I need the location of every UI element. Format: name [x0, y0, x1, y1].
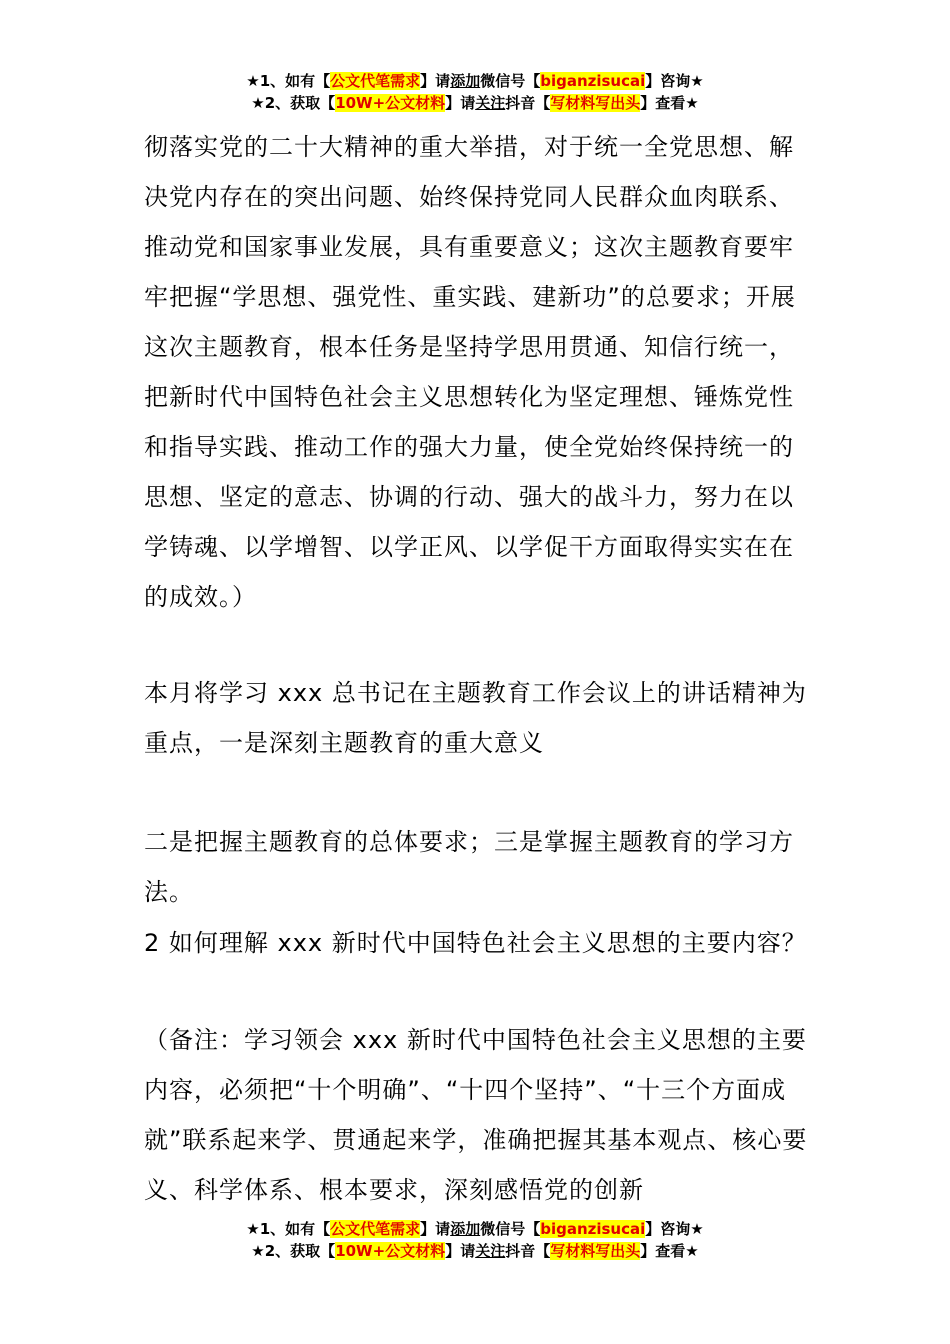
promo-line-2: ★2、获取【10W+公文材料】请关注抖音【写材料写出头】查看★: [251, 1242, 699, 1260]
promo-line-2: ★2、获取【10W+公文材料】请关注抖音【写材料写出头】查看★: [251, 94, 699, 112]
paragraph-block-2: [144, 668, 808, 768]
promo-line-1: ★1、如有【公文代笔需求】请添加微信号【biganzisucai】咨询★: [246, 72, 704, 90]
highlight-service: 公文代笔需求: [330, 72, 421, 90]
question-heading-2: 2 如何理解 xxx 新时代中国特色社会主义思想的主要内容？: [144, 929, 807, 957]
header-promo-banner: [0, 70, 950, 114]
highlight-wechat-id: biganzisucai: [540, 1220, 646, 1238]
highlight-service: 公文代笔需求: [330, 1220, 421, 1238]
highlight-douyin: 写材料写出头: [550, 1242, 641, 1260]
paragraph-block-4: [144, 1015, 808, 1215]
paragraph-block-3: [144, 817, 808, 917]
paragraph-block-1: [144, 122, 808, 622]
promo-line-1: ★1、如有【公文代笔需求】请添加微信号【biganzisucai】咨询★: [246, 1220, 704, 1238]
paragraph-text: 二是把握主题教育的总体要求；三是掌握主题教育的学习方法。: [144, 828, 794, 906]
paragraph-text: 本月将学习 xxx 总书记在主题教育工作会议上的讲话精神为重点，一是深刻主题教育的重大意义: [144, 679, 807, 757]
highlight-wechat-id: biganzisucai: [540, 72, 646, 90]
highlight-materials: 10W+公文材料: [335, 94, 446, 112]
highlight-materials: 10W+公文材料: [335, 1242, 446, 1260]
footer-promo-banner: [0, 1218, 950, 1262]
highlight-douyin: 写材料写出头: [550, 94, 641, 112]
paragraph-text: 彻落实党的二十大精神的重大举措，对于统一全党思想、解决党内存在的突出问题、始终保持党同人民群众血肉联系、推动党和国家事业发展，具有重要意义；这次主题教育要牢牢把握“学思想、强党性、重实践、建新功”的总要求；开展这次主题教育，根本任务是坚持学思用贯通、知信行统一，把新时代中国特色社会主义思想转化为坚定理想、锤炼党性和指导实践、推动工作的强大力量，使全党始终保持统一的思想、坚定的意志、协调的行动、强大的战斗力，努力在以学铸魂、以学增智、以学正风、以学促干方面取得实实在在的成效。）: [144, 133, 796, 611]
paragraph-text: （备注：学习领会 xxx 新时代中国特色社会主义思想的主要内容，必须把“十个明确”、“十四个坚持”、“十三个方面成就”联系起来学、贯通起来学，准确把握其基本观点、核心要义、科学体系、根本要求，深刻感悟党的创新: [144, 1026, 808, 1204]
